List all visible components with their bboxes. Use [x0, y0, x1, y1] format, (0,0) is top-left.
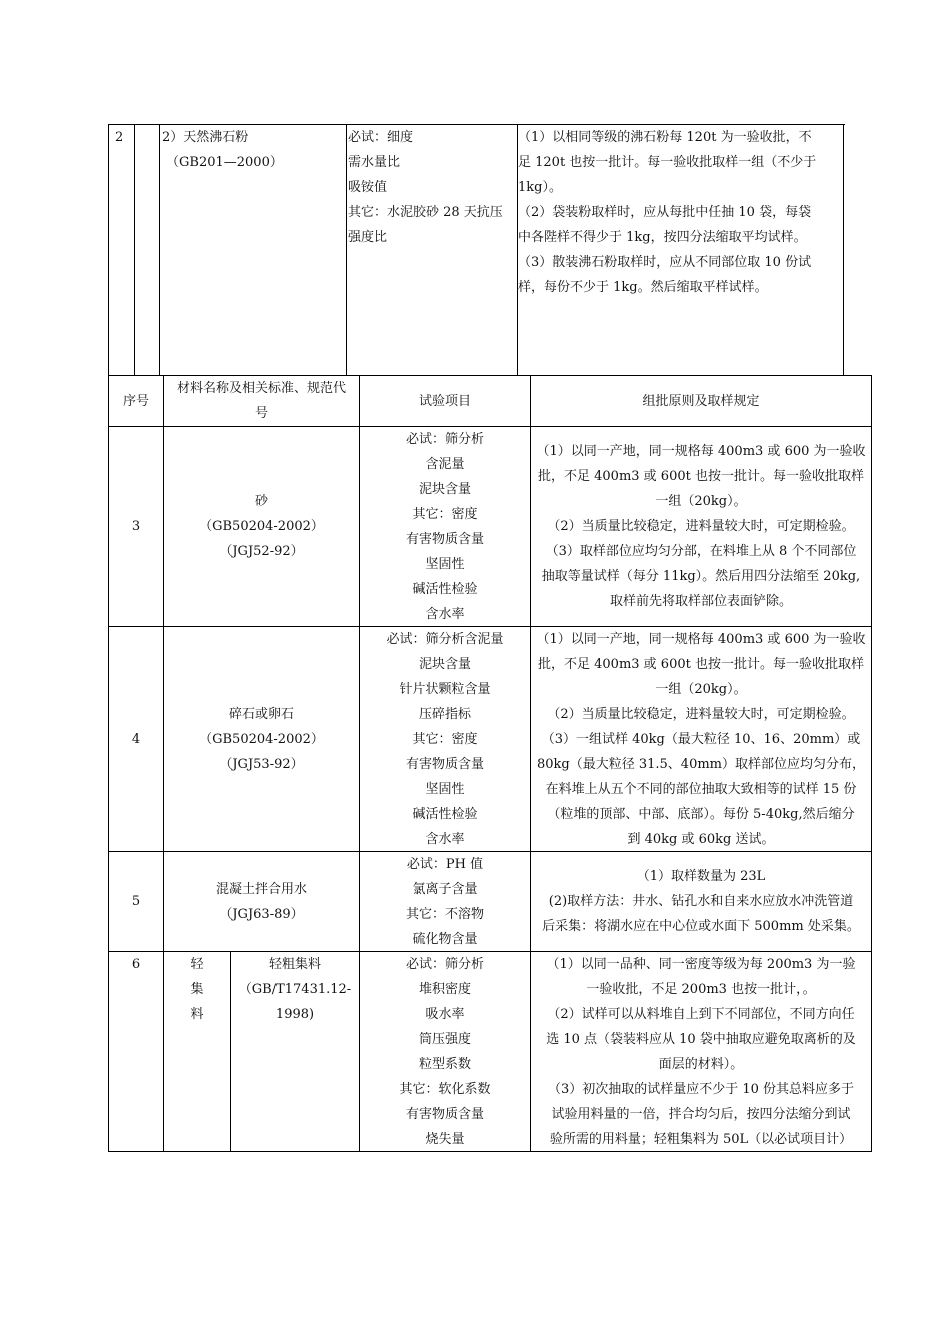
rule-line: 一验收批，不足 200m3 也按一批计，。	[586, 982, 816, 997]
row3-name	[164, 489, 359, 564]
rule-line: （2）袋装粉取样时，应从每批中任抽 10 袋，每袋	[518, 205, 812, 220]
rule-line: 中各陛样不得少于 1kg，按四分法缩取平均试样。	[518, 230, 807, 245]
rule-line: （3）初次抽取的试样量应不少于 10 份其总料应多于	[547, 1082, 855, 1097]
rule-line: 后采集：将湖水应在中心位或水面下 500mm 处采集。	[542, 919, 860, 934]
test-item: 有害物质含量	[405, 532, 484, 547]
rule-line: （3）散装沸石粉取样时，应从不同部位取 10 份试	[518, 255, 812, 270]
test-item: 其它：不溶物	[405, 907, 484, 922]
row2-standard: （GB201—2000）	[166, 155, 283, 170]
test-item: 压碎指标	[418, 707, 471, 722]
test-item: 氯离子含量	[412, 882, 478, 897]
rule-line: 1kg）。	[518, 180, 562, 195]
row5-test-items	[360, 852, 530, 952]
rule-line: 取样前先将取样部位表面铲除。	[609, 594, 792, 609]
row3-test-items	[360, 427, 530, 627]
row5-rules	[531, 864, 871, 939]
rule-line: 抽取等量试样（每分 11kg）。然后用四分法缩至 20kg,	[541, 569, 861, 584]
test-item: 筒压强度	[418, 1032, 471, 1047]
test-item: 堆积密度	[418, 982, 471, 997]
test-item: 必试：筛分析	[405, 432, 484, 447]
material-name: 砂	[254, 494, 268, 509]
rule-v	[108, 124, 109, 376]
row3-number: 3	[131, 519, 141, 534]
rule-line: （1）以同一产地，同一规格每 400m3 或 600 为一验收	[536, 632, 866, 647]
material-name: 混凝土拌合用水	[215, 882, 307, 897]
rule-line: （1）以相同等级的沸石粉每 120t 为一验收批，不	[518, 130, 812, 145]
test-item: 碱活性检验	[412, 807, 478, 822]
standard-code: （JGJ63-89）	[219, 907, 304, 922]
rule-line: （2）当质量比较稳定，进料量较大时，可定期检验。	[547, 519, 855, 534]
rule-line: 试验用料量的一倍，拌合均匀后，按四分法缩分到试	[551, 1107, 851, 1122]
test-item: 吸铵值	[348, 180, 388, 195]
test-item: 必试：筛分析	[405, 957, 484, 972]
standard-code: （JGJ53-92）	[219, 757, 304, 772]
row6-number: 6	[131, 957, 141, 972]
test-item: 吸水率	[425, 1007, 465, 1022]
test-item: 含水率	[425, 832, 465, 847]
test-item: 其它：软化系数	[399, 1082, 491, 1097]
row4-number: 4	[131, 732, 141, 747]
test-item: 泥块含量	[418, 657, 471, 672]
row4-test-items	[360, 627, 530, 852]
row5-name	[164, 877, 359, 927]
standard-code: （GB50204-2002）	[199, 519, 324, 534]
rule-v	[108, 375, 109, 1152]
row3-rules	[531, 439, 871, 614]
rule-line: 80kg（最大粒径 31.5、40mm）取样部位应均匀分布，	[536, 757, 865, 772]
category-char: 集	[190, 982, 204, 997]
rule-line: （1）以同一产地，同一规格每 400m3 或 600 为一验收	[536, 444, 866, 459]
rule-line: 在料堆上从五个不同的部位抽取大致相等的试样 15 份	[545, 782, 857, 797]
row2-rules	[518, 125, 816, 300]
rule-line: （粒堆的顶部、中部、底部）。每份 5-40kg,然后缩分	[547, 807, 855, 822]
test-item: 强度比	[348, 230, 388, 245]
rule-line: 一组（20kg）。	[655, 682, 747, 697]
row6-name	[231, 952, 359, 1027]
rule-line: 批，不足 400m3 或 600t 也按一批计。每一验收批取样	[538, 469, 864, 484]
rule-line: 批，不足 400m3 或 600t 也按一批计。每一验收批取样	[538, 657, 864, 672]
material-name: 轻粗集料	[268, 957, 321, 972]
rule-line: 一组（20kg）。	[655, 494, 747, 509]
test-item: 有害物质含量	[405, 757, 484, 772]
test-item: 碱活性检验	[412, 582, 478, 597]
row4-name	[164, 702, 359, 777]
rule-line: (2)取样方法：井水、钻孔水和自来水应放水冲洗管道	[548, 894, 854, 909]
standard-code: （GB50204-2002）	[199, 732, 324, 747]
row6-category	[164, 952, 230, 1027]
rule-v	[871, 375, 872, 1152]
test-item: 粒型系数	[418, 1057, 471, 1072]
test-item: 其它：水泥胶砂 28 天抗压	[348, 205, 503, 220]
header-name-line: 材料名称及相关标准、规范代	[176, 381, 346, 396]
rule-line: （1）以同一品种、同一密度等级为每 200m3 为一验	[546, 957, 856, 972]
material-name: 碎石或卵石	[228, 707, 294, 722]
row2-number: 2	[115, 130, 124, 145]
test-item: 其它：密度	[412, 507, 478, 522]
row2-name: 2）天然沸石粉	[162, 130, 249, 145]
rule-line: 到 40kg 或 60kg 送试。	[627, 832, 775, 847]
test-item: 其它：密度	[412, 732, 478, 747]
row6-rules	[531, 952, 871, 1152]
row4-rules	[531, 627, 871, 852]
rule-v	[346, 124, 347, 376]
standard-code: （GB/T17431.12-	[238, 982, 352, 997]
test-item: 含泥量	[425, 457, 465, 472]
rule-line: 样，每份不少于 1kg。然后缩取平样试样。	[518, 280, 768, 295]
header-name-line: 号	[254, 406, 268, 421]
row6-test-items	[360, 952, 530, 1152]
header-no: 序号	[122, 394, 149, 409]
rule-v	[134, 124, 135, 376]
rule-line: 选 10 点（袋装料应从 10 袋中抽取应避免取离析的及	[546, 1032, 856, 1047]
test-item: 针片状颗粒含量	[399, 682, 491, 697]
test-item: 坚固性	[425, 557, 465, 572]
test-item: 泥块含量	[418, 482, 471, 497]
rule-line: （1）取样数量为 23L	[636, 869, 766, 884]
rule-line: （3）一组试样 40kg（最大粒径 10、16、20mm）或	[541, 732, 861, 747]
rule-line: （2）试样可以从料堆自上到下不同部位，不同方向任	[547, 1007, 855, 1022]
row2-test-items	[348, 125, 503, 250]
header-name	[164, 376, 359, 426]
test-item: 必试：筛分析含泥量	[386, 632, 504, 647]
test-item: 含水率	[425, 607, 465, 622]
rule-line: 足 120t 也按一批计。每一验收批取样一组（不少于	[518, 155, 817, 170]
rule-v	[843, 124, 844, 376]
standard-code: （JGJ52-92）	[219, 544, 304, 559]
standard-code: 1998)	[275, 1007, 315, 1022]
test-item: 必试：细度	[348, 130, 414, 145]
header-rules: 组批原则及取样规定	[642, 394, 760, 409]
test-item: 硫化物含量	[412, 932, 478, 947]
row5-number: 5	[131, 894, 141, 909]
category-char: 轻	[190, 957, 204, 972]
rule-line: （2）当质量比较稳定，进料量较大时，可定期检验。	[547, 707, 855, 722]
test-item: 必试：PH 值	[406, 857, 484, 872]
category-char: 料	[190, 1007, 204, 1022]
rule-v	[159, 124, 160, 376]
test-item: 坚固性	[425, 782, 465, 797]
rule-line: 面层的材料）。	[658, 1057, 744, 1072]
rule-line: 验所需的用料量；轻粗集料为 50L（以必试项目计）	[549, 1132, 853, 1147]
test-item: 有害物质含量	[405, 1107, 484, 1122]
header-items: 试验项目	[418, 394, 471, 409]
test-item: 需水量比	[348, 155, 401, 170]
rule-line: （3）取样部位应均匀分部，在料堆上从 8 个不同部位	[545, 544, 857, 559]
test-item: 烧失量	[425, 1132, 465, 1147]
